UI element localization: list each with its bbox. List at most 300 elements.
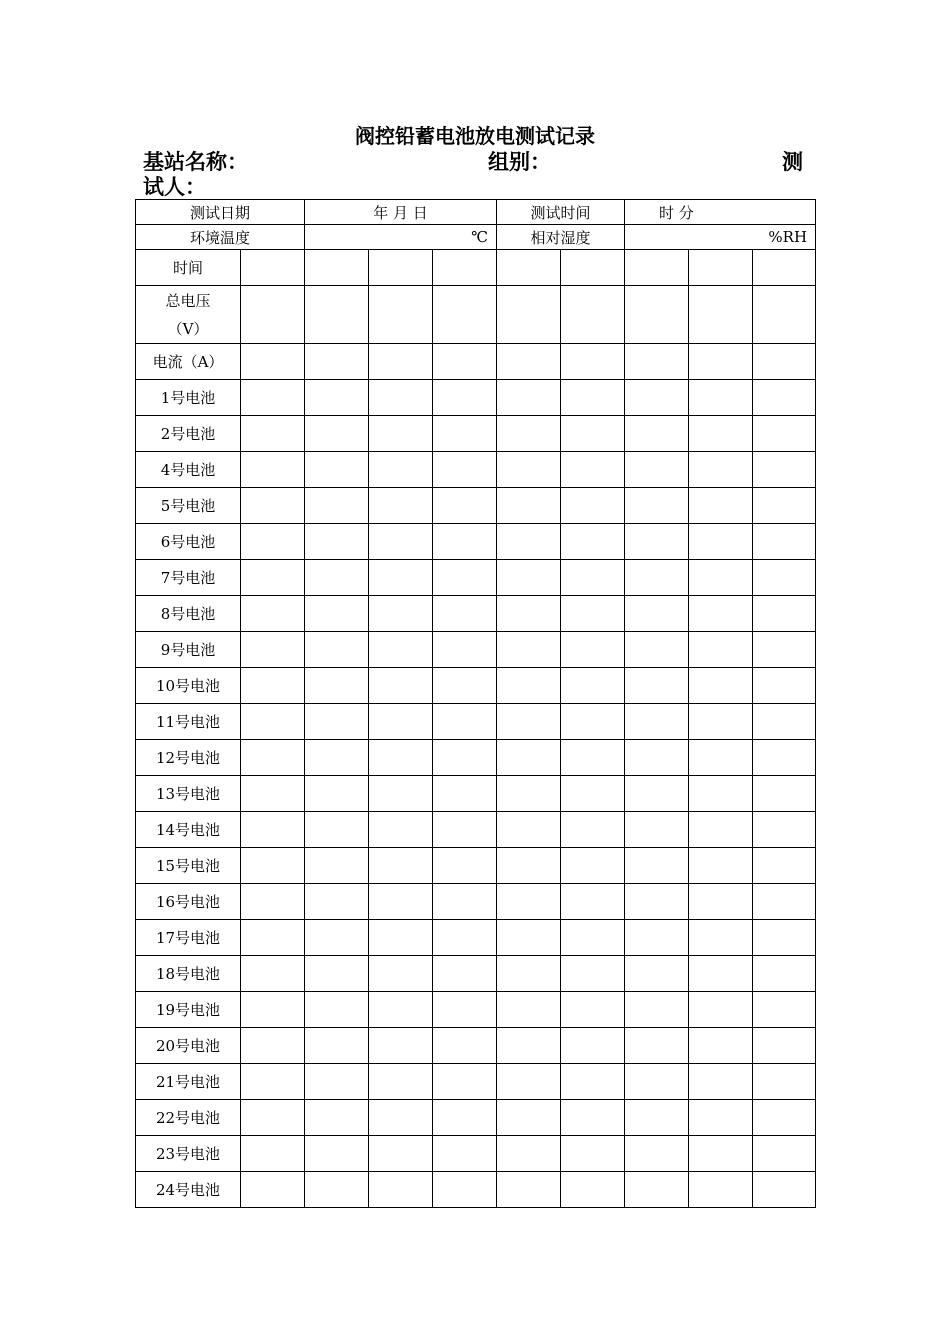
cell[interactable] (433, 1064, 497, 1100)
cell[interactable] (497, 884, 561, 920)
cell[interactable] (753, 1136, 816, 1172)
cell[interactable] (625, 416, 689, 452)
cell[interactable] (689, 920, 753, 956)
cell[interactable] (561, 452, 625, 488)
battery-label: 14号电池 (136, 812, 241, 848)
cell[interactable] (369, 1100, 433, 1136)
cell[interactable] (497, 704, 561, 740)
cell[interactable] (241, 1100, 305, 1136)
cell[interactable] (305, 1172, 369, 1208)
cell[interactable] (497, 1064, 561, 1100)
cell[interactable] (497, 452, 561, 488)
cell[interactable] (561, 740, 625, 776)
cell[interactable] (689, 1100, 753, 1136)
cell[interactable] (689, 344, 753, 380)
cell[interactable] (689, 668, 753, 704)
cell[interactable] (625, 884, 689, 920)
env-temp-field[interactable]: ℃ (305, 225, 497, 250)
cell[interactable] (305, 344, 369, 380)
cell[interactable] (689, 1172, 753, 1208)
battery-row (136, 596, 816, 632)
cell[interactable] (561, 884, 625, 920)
cell[interactable] (625, 956, 689, 992)
battery-label: 4号电池 (136, 452, 241, 488)
cell[interactable] (433, 286, 497, 344)
cell[interactable] (305, 776, 369, 812)
cell[interactable] (241, 992, 305, 1028)
total-voltage-label-line2: （V） (167, 319, 209, 338)
cell[interactable] (305, 286, 369, 344)
battery-label: 16号电池 (136, 884, 241, 920)
cell[interactable] (305, 1064, 369, 1100)
cell[interactable] (625, 344, 689, 380)
cell[interactable] (561, 344, 625, 380)
cell[interactable] (753, 632, 816, 668)
cell[interactable] (689, 250, 753, 286)
battery-label: 8号电池 (136, 596, 241, 632)
cell[interactable] (241, 668, 305, 704)
cell[interactable] (497, 344, 561, 380)
cell[interactable] (625, 488, 689, 524)
battery-label: 22号电池 (136, 1100, 241, 1136)
cell[interactable] (305, 1136, 369, 1172)
cell[interactable] (753, 956, 816, 992)
battery-row (136, 560, 816, 596)
cell[interactable] (241, 740, 305, 776)
cell[interactable] (305, 596, 369, 632)
cell[interactable] (369, 1064, 433, 1100)
cell[interactable] (241, 812, 305, 848)
cell[interactable] (561, 1172, 625, 1208)
cell[interactable] (305, 452, 369, 488)
cell[interactable] (753, 560, 816, 596)
cell[interactable] (369, 812, 433, 848)
cell[interactable] (497, 250, 561, 286)
cell[interactable] (433, 560, 497, 596)
cell[interactable] (241, 250, 305, 286)
cell[interactable] (561, 416, 625, 452)
battery-row (136, 668, 816, 704)
battery-row (136, 1136, 816, 1172)
cell[interactable] (369, 848, 433, 884)
cell[interactable] (689, 884, 753, 920)
battery-row (136, 1172, 816, 1208)
cell[interactable] (241, 488, 305, 524)
cell[interactable] (753, 848, 816, 884)
cell[interactable] (561, 776, 625, 812)
cell[interactable] (369, 992, 433, 1028)
cell[interactable] (561, 956, 625, 992)
cell[interactable] (625, 1064, 689, 1100)
cell[interactable] (561, 488, 625, 524)
cell[interactable] (689, 848, 753, 884)
cell[interactable] (305, 848, 369, 884)
cell[interactable] (305, 1028, 369, 1064)
cell[interactable] (561, 380, 625, 416)
battery-label: 10号电池 (136, 668, 241, 704)
cell[interactable] (625, 812, 689, 848)
battery-label: 13号电池 (136, 776, 241, 812)
cell[interactable] (561, 992, 625, 1028)
battery-label: 18号电池 (136, 956, 241, 992)
cell[interactable] (689, 704, 753, 740)
cell[interactable] (241, 920, 305, 956)
cell[interactable] (689, 286, 753, 344)
cell[interactable] (433, 250, 497, 286)
battery-label: 24号电池 (136, 1172, 241, 1208)
cell[interactable] (753, 884, 816, 920)
battery-row (136, 704, 816, 740)
discharge-record-table (135, 199, 816, 1208)
cell[interactable] (241, 776, 305, 812)
cell[interactable] (689, 524, 753, 560)
battery-row (136, 1100, 816, 1136)
cell[interactable] (625, 560, 689, 596)
cell[interactable] (433, 380, 497, 416)
cell[interactable] (433, 776, 497, 812)
battery-label: 7号电池 (136, 560, 241, 596)
cell[interactable] (689, 992, 753, 1028)
battery-label: 12号电池 (136, 740, 241, 776)
cell[interactable] (433, 1172, 497, 1208)
cell[interactable] (241, 884, 305, 920)
cell[interactable] (625, 668, 689, 704)
time-label: 时间 (136, 250, 241, 286)
cell[interactable] (753, 380, 816, 416)
cell[interactable] (369, 1136, 433, 1172)
cell[interactable] (625, 1172, 689, 1208)
cell[interactable] (625, 1028, 689, 1064)
cell[interactable] (689, 452, 753, 488)
cell[interactable] (433, 524, 497, 560)
battery-label: 21号电池 (136, 1064, 241, 1100)
battery-label: 23号电池 (136, 1136, 241, 1172)
cell[interactable] (433, 452, 497, 488)
cell[interactable] (369, 524, 433, 560)
cell[interactable] (689, 596, 753, 632)
cell[interactable] (305, 704, 369, 740)
cell[interactable] (305, 956, 369, 992)
cell[interactable] (369, 1172, 433, 1208)
cell[interactable] (369, 776, 433, 812)
cell[interactable] (433, 704, 497, 740)
env-temp-label: 环境温度 (136, 225, 305, 250)
battery-row (136, 1064, 816, 1100)
cell[interactable] (497, 488, 561, 524)
battery-label: 19号电池 (136, 992, 241, 1028)
test-date-row (136, 200, 816, 225)
cell[interactable] (497, 524, 561, 560)
cell[interactable] (753, 1100, 816, 1136)
cell[interactable] (625, 452, 689, 488)
cell[interactable] (305, 812, 369, 848)
battery-row (136, 452, 816, 488)
cell[interactable] (241, 632, 305, 668)
cell[interactable] (561, 1064, 625, 1100)
battery-row (136, 992, 816, 1028)
cell[interactable] (433, 920, 497, 956)
cell[interactable] (561, 848, 625, 884)
page-title: 阀控铅蓄电池放电测试记录 (355, 124, 595, 148)
cell[interactable] (497, 848, 561, 884)
battery-label: 20号电池 (136, 1028, 241, 1064)
cell[interactable] (369, 1028, 433, 1064)
cell[interactable] (625, 1100, 689, 1136)
cell[interactable] (625, 920, 689, 956)
test-date-label: 测试日期 (136, 200, 305, 225)
cell[interactable] (561, 524, 625, 560)
cell[interactable] (561, 560, 625, 596)
cell[interactable] (241, 1028, 305, 1064)
current-row (136, 344, 816, 380)
battery-row (136, 524, 816, 560)
current-label: 电流（A） (136, 344, 241, 380)
cell[interactable] (561, 668, 625, 704)
battery-label: 11号电池 (136, 704, 241, 740)
cell[interactable] (369, 560, 433, 596)
cell[interactable] (625, 740, 689, 776)
cell[interactable] (369, 956, 433, 992)
cell[interactable] (497, 992, 561, 1028)
test-date-field[interactable]: 年 月 日 (305, 200, 497, 225)
battery-row (136, 884, 816, 920)
cell[interactable] (753, 668, 816, 704)
cell[interactable] (241, 452, 305, 488)
tester-label-part2: 试人： (143, 175, 206, 199)
cell[interactable] (433, 596, 497, 632)
battery-row (136, 1028, 816, 1064)
cell[interactable] (561, 920, 625, 956)
cell[interactable] (241, 380, 305, 416)
cell[interactable] (689, 1136, 753, 1172)
cell[interactable] (561, 286, 625, 344)
cell[interactable] (497, 632, 561, 668)
cell[interactable] (369, 416, 433, 452)
cell[interactable] (753, 1064, 816, 1100)
cell[interactable] (753, 920, 816, 956)
cell[interactable] (625, 992, 689, 1028)
cell[interactable] (433, 812, 497, 848)
cell[interactable] (753, 250, 816, 286)
cell[interactable] (753, 1172, 816, 1208)
cell[interactable] (305, 668, 369, 704)
cell[interactable] (625, 1136, 689, 1172)
humidity-label: 相对湿度 (497, 225, 625, 250)
cell[interactable] (689, 1028, 753, 1064)
cell[interactable] (753, 776, 816, 812)
battery-label: 17号电池 (136, 920, 241, 956)
cell[interactable] (241, 596, 305, 632)
cell[interactable] (689, 560, 753, 596)
cell[interactable] (689, 380, 753, 416)
battery-row (136, 380, 816, 416)
battery-label: 9号电池 (136, 632, 241, 668)
cell[interactable] (625, 380, 689, 416)
cell[interactable] (305, 740, 369, 776)
cell[interactable] (561, 1100, 625, 1136)
battery-label: 15号电池 (136, 848, 241, 884)
cell[interactable] (497, 1100, 561, 1136)
cell[interactable] (497, 920, 561, 956)
cell[interactable] (369, 740, 433, 776)
cell[interactable] (753, 524, 816, 560)
total-voltage-label-line1: 总电压 (165, 291, 211, 310)
cell[interactable] (561, 632, 625, 668)
cell[interactable] (753, 812, 816, 848)
cell[interactable] (369, 344, 433, 380)
cell[interactable] (241, 956, 305, 992)
total-voltage-row (136, 286, 816, 344)
cell[interactable] (497, 668, 561, 704)
cell[interactable] (369, 596, 433, 632)
cell[interactable] (625, 250, 689, 286)
cell[interactable] (305, 884, 369, 920)
cell[interactable] (241, 1064, 305, 1100)
cell[interactable] (433, 740, 497, 776)
cell[interactable] (369, 250, 433, 286)
cell[interactable] (241, 416, 305, 452)
cell[interactable] (241, 1172, 305, 1208)
cell[interactable] (433, 488, 497, 524)
cell[interactable] (497, 380, 561, 416)
cell[interactable] (241, 560, 305, 596)
cell[interactable] (753, 1028, 816, 1064)
cell[interactable] (561, 596, 625, 632)
cell[interactable] (689, 956, 753, 992)
battery-row (136, 632, 816, 668)
cell[interactable] (625, 524, 689, 560)
cell[interactable] (497, 740, 561, 776)
cell[interactable] (625, 848, 689, 884)
cell[interactable] (433, 416, 497, 452)
battery-label: 5号电池 (136, 488, 241, 524)
cell[interactable] (497, 956, 561, 992)
cell[interactable] (369, 632, 433, 668)
cell[interactable] (305, 524, 369, 560)
cell[interactable] (625, 596, 689, 632)
station-name-label: 基站名称： (143, 150, 248, 174)
cell[interactable] (561, 250, 625, 286)
cell[interactable] (753, 286, 816, 344)
cell[interactable] (305, 1100, 369, 1136)
cell[interactable] (625, 632, 689, 668)
cell[interactable] (689, 740, 753, 776)
cell[interactable] (369, 286, 433, 344)
cell[interactable] (433, 344, 497, 380)
cell[interactable] (497, 560, 561, 596)
cell[interactable] (689, 488, 753, 524)
cell[interactable] (433, 632, 497, 668)
cell[interactable] (369, 452, 433, 488)
cell[interactable] (305, 416, 369, 452)
battery-row (136, 920, 816, 956)
cell[interactable] (305, 992, 369, 1028)
cell[interactable] (753, 992, 816, 1028)
cell[interactable] (497, 1136, 561, 1172)
cell[interactable] (241, 848, 305, 884)
cell[interactable] (241, 1136, 305, 1172)
cell[interactable] (689, 416, 753, 452)
cell[interactable] (561, 704, 625, 740)
cell[interactable] (753, 416, 816, 452)
battery-row (136, 416, 816, 452)
cell[interactable] (753, 704, 816, 740)
cell[interactable] (433, 848, 497, 884)
cell[interactable] (433, 1028, 497, 1064)
cell[interactable] (305, 250, 369, 286)
cell[interactable] (305, 632, 369, 668)
cell[interactable] (369, 704, 433, 740)
cell[interactable] (625, 286, 689, 344)
time-row (136, 250, 816, 286)
battery-label: 1号电池 (136, 380, 241, 416)
cell[interactable] (625, 776, 689, 812)
cell[interactable] (497, 416, 561, 452)
humidity-field[interactable]: %RH (625, 225, 816, 250)
cell[interactable] (433, 992, 497, 1028)
total-voltage-label (136, 286, 241, 344)
cell[interactable] (561, 1028, 625, 1064)
cell[interactable] (433, 1100, 497, 1136)
battery-row (136, 776, 816, 812)
battery-label: 2号电池 (136, 416, 241, 452)
battery-row (136, 488, 816, 524)
battery-row (136, 848, 816, 884)
cell[interactable] (753, 452, 816, 488)
cell[interactable] (753, 488, 816, 524)
cell[interactable] (561, 1136, 625, 1172)
cell[interactable] (241, 286, 305, 344)
cell[interactable] (497, 286, 561, 344)
cell[interactable] (241, 704, 305, 740)
cell[interactable] (305, 380, 369, 416)
cell[interactable] (241, 524, 305, 560)
cell[interactable] (689, 776, 753, 812)
test-time-label: 测试时间 (497, 200, 625, 225)
cell[interactable] (369, 488, 433, 524)
cell[interactable] (369, 668, 433, 704)
cell[interactable] (497, 812, 561, 848)
cell[interactable] (369, 920, 433, 956)
cell[interactable] (497, 1028, 561, 1064)
cell[interactable] (369, 884, 433, 920)
test-time-field[interactable]: 时 分 (625, 200, 816, 225)
cell[interactable] (241, 344, 305, 380)
cell[interactable] (497, 1172, 561, 1208)
tester-label-part1: 测 (782, 150, 803, 174)
cell[interactable] (433, 884, 497, 920)
cell[interactable] (433, 668, 497, 704)
cell[interactable] (305, 560, 369, 596)
cell[interactable] (689, 812, 753, 848)
environment-row (136, 225, 816, 250)
cell[interactable] (689, 632, 753, 668)
cell[interactable] (433, 956, 497, 992)
cell[interactable] (497, 776, 561, 812)
cell[interactable] (753, 596, 816, 632)
cell[interactable] (369, 380, 433, 416)
cell[interactable] (689, 1064, 753, 1100)
cell[interactable] (305, 920, 369, 956)
cell[interactable] (497, 596, 561, 632)
cell[interactable] (561, 812, 625, 848)
cell[interactable] (305, 488, 369, 524)
cell[interactable] (753, 344, 816, 380)
cell[interactable] (433, 1136, 497, 1172)
battery-row (136, 812, 816, 848)
cell[interactable] (625, 704, 689, 740)
cell[interactable] (753, 740, 816, 776)
